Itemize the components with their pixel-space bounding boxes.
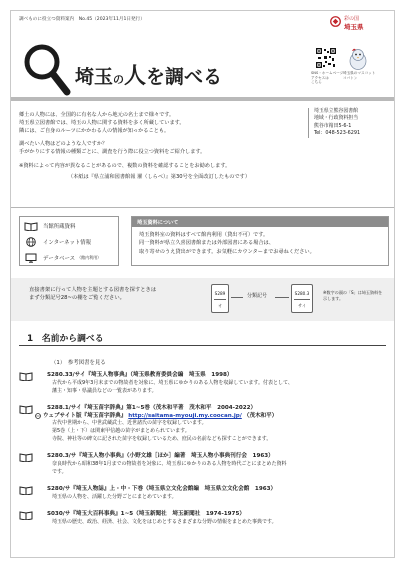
- prefecture-name: 埼玉県: [344, 23, 364, 31]
- entry-title: S030/サ『埼玉大百科事典』1~5（埼玉新聞社 埼玉新聞社 1974-1975）: [47, 511, 245, 517]
- title-part-2: の: [113, 73, 125, 86]
- saitama-materials-box: [131, 216, 389, 266]
- header-divider-band: [11, 97, 394, 101]
- intro-source: （本紙は『県立浦和図書館報 濯（しらべ）』第30号を全面改訂したものです）: [67, 174, 251, 180]
- qr-code[interactable]: [316, 48, 336, 68]
- title-part-4: を: [146, 66, 166, 88]
- entry-title: S280/サ『埼玉人物誌』上・中・下巻（埼玉県立文化会館編 埼玉県立文化会館 1963）: [47, 486, 277, 492]
- classification-label: 分類記号: [247, 293, 268, 299]
- intro-note: ※資料によって内容が異なることがあるので、複数の資料を確認することをお勧めします。: [19, 163, 231, 169]
- open-book-icon: [19, 404, 33, 414]
- legend-item-internet: インターネット情報: [24, 236, 91, 248]
- open-book-icon: [19, 452, 33, 462]
- intro-text: 郷土の人物には、全国的に有名な人から地元の名士まで様々です。 埼玉県立図書館では、埼玉の人物に関する資料を多く所蔵しています。 隣には、ご自身のルーツにかかわる人の情報が知っかることも。 調べたい人物はどのような人ですか？ 手がかりにする情報の種類ごとに、調査を行う際に役立つ資料をご紹介します。 ※資料によって内容が異なることがあるので、複数の資料を確認することをお勧めします。 （本紙は『県立浦和図書館報 濯（しらべ）』第30号を全面改訂したものです）: [19, 111, 299, 181]
- monitor-icon: [24, 253, 38, 263]
- mascot-icon: [347, 47, 369, 71]
- saitama-materials-heading: 埼玉資料について: [132, 217, 388, 227]
- qr-caption: SNS・ホームページ アクセスは こちら: [311, 71, 344, 85]
- magnifier-icon: [21, 41, 71, 97]
- flyer-page: 調べものに役立つ資料案内 No.45（2023年11月1日発行） 彩の国 埼玉県 埼玉の人を調べる SNS・ホームページ アクセスは こちら 埼玉県のマスコット コバトン 郷土の人物には、全国的に有名な人から地元の名士まで様々です。 埼玉県立図書館では、埼玉の人物に関する資料を多く所蔵しています。 隣には、ご自身のルーツにかかわる人の情報が知っかることも。 調べたい人物はどのような人ですか？ 手がかりにする情報の種類ごとに、調査を行う際に役立つ資料をご紹介します。 ※資料によって内容が異なることがあるので、複数の資料を確認することをお勧めします。 （本紙は『県立浦和図書館報 濯（しらべ）』第30号を全面改訂したものです） 埼玉県立熊谷図書館 地域・行政資料担当 熊谷市箱田5-6-1 Tel：048-523-6291 当館所蔵資料 インターネット情報 データベース （館内利用） 埼玉資料について 埼玉資料室の資料はすべて館内利用（貸出不可）です。 同一資料が県立久喜図書館または外部図書にある場合は、 取り寄せのうえ貸出ができます。お気軽にカウンターまでお尋ねください。 直接書架に行って人物を主題とする図書を探すときは まず分類記号28~の棚をご覧ください。 S289 オ 分類記号 S280.3 サイ ※数字の頭の「S」は埼玉資料を示します。 1 名前から調べる （1） 参考図書を見る S280.33/サイ『埼玉人物事典』（埼玉県教育委員会編 埼玉県 1998） 古代から平成9年3月末までの物故者を対象に、埼玉県にゆかりのある人物を収録しています。付表として、 藩主・知事・県議員などの一覧表があります。 S288.1/サイ『埼玉苗字辞典』第1~5巻（茂木和平著 茂木和平 2004-2022） ウェブサイト版『埼玉苗字辞典』 http://saitama-myouji.my.coocan.jp/ （茂木和平） 古代中世期から、中世武蔵武士、近世諸氏の苗字を収録しています。 第5巻（上・下）は関東甲信越の苗字がまとめられています。 寺院、神社等の碑文に記された苗字を収録しているため、庶民の名前なども探すことができます。 S280.3/サ『埼玉人物小事典』（小野文雄［ほか］編著 埼玉人物小事典刊行会 1963） 奈良時代から昭和38年1月までの物故者を対象に、埼玉県にゆかりのある人物を時代ごとにまとめた資料 です。 S280/サ『埼玉人物誌』上・中・下巻（埼玉県立文化会館編 埼玉県立文化会館 1963） 埼玉県の人物を、活躍した分野ごとにまとめています。 S030/サ『埼玉大百科事典』1~5（埼玉新聞社 埼玉新聞社 1974-1975） 埼玉県の歴史、政治、経済、社会、文化をはじめとするさまざまな分野の情報をまとめた事典です。: [10, 10, 395, 558]
- section-1-rule: [19, 345, 386, 346]
- website-link[interactable]: http://saitama-myouji.my.coocan.jp/: [128, 413, 242, 419]
- mascot-caption: 埼玉県のマスコット コバトン: [343, 71, 376, 80]
- legend-item-books: 当館所蔵資料: [24, 220, 75, 232]
- shelf-guide: [11, 278, 394, 321]
- spine-label-example-2: S280.3 サイ: [291, 284, 313, 313]
- shelf-note: ※数字の頭の「S」は埼玉資料を示します。: [323, 290, 383, 301]
- spine-label-example: S289 オ: [211, 284, 229, 313]
- title-part-1: 埼玉: [75, 66, 114, 88]
- arrow-line: [231, 297, 243, 298]
- title-part-5: 調べる: [165, 66, 223, 88]
- open-book-icon: [19, 371, 33, 381]
- open-book-icon: [19, 485, 33, 495]
- web-link-row: ウェブサイト版『埼玉苗字辞典』 http://saitama-myouji.my.coocan.jp/ （茂木和平）: [43, 413, 278, 419]
- arrow-line: [275, 297, 289, 298]
- intro-divider: [11, 207, 394, 208]
- prefecture-emblem-icon: [330, 16, 341, 27]
- series-line: 調べものに役立つ資料案内 No.45（2023年11月1日発行）: [19, 17, 145, 22]
- saitama-materials-text: 埼玉資料室の資料はすべて館内利用（貸出不可）です。 同一資料が県立久喜図書館または外部図書にある場合は、 取り寄せのうえ貸出ができます。お気軽にカウンターまでお尋ねください。: [139, 232, 315, 255]
- open-book-icon: [24, 221, 38, 231]
- shelf-guide-text: 直接書架に行って人物を主題とする図書を探すときは まず分類記号28~の棚をご覧ください。: [29, 287, 157, 301]
- globe-icon: [35, 413, 41, 419]
- title-part-3: 人: [124, 63, 147, 89]
- page-title: [75, 59, 222, 90]
- legend-item-database: データベース （館内利用）: [24, 252, 101, 264]
- subsection-heading: （1） 参考図書を見る: [51, 360, 106, 366]
- contact-address: 埼玉県立熊谷図書館 地域・行政資料担当 熊谷市箱田5-6-1 Tel：048-523-6291: [308, 108, 394, 138]
- entry-title: S288.1/サイ『埼玉苗字辞典』第1~5巻（茂木和平著 茂木和平 2004-2022）: [47, 405, 257, 411]
- section-1-heading: 1 名前から調べる: [27, 334, 104, 344]
- prefecture-tagline: 彩の国: [344, 16, 360, 22]
- open-book-icon: [19, 510, 33, 520]
- icon-legend: [19, 216, 119, 266]
- entry-title: S280.3/サ『埼玉人物小事典』（小野文雄［ほか］編著 埼玉人物小事典刊行会 1963）: [47, 453, 274, 459]
- globe-icon: [24, 237, 38, 247]
- prefecture-logo: [330, 14, 388, 30]
- contact-phone: Tel：048-523-6291: [314, 130, 361, 137]
- entry-title: S280.33/サイ『埼玉人物事典』（埼玉県教育委員会編 埼玉県 1998）: [47, 372, 233, 378]
